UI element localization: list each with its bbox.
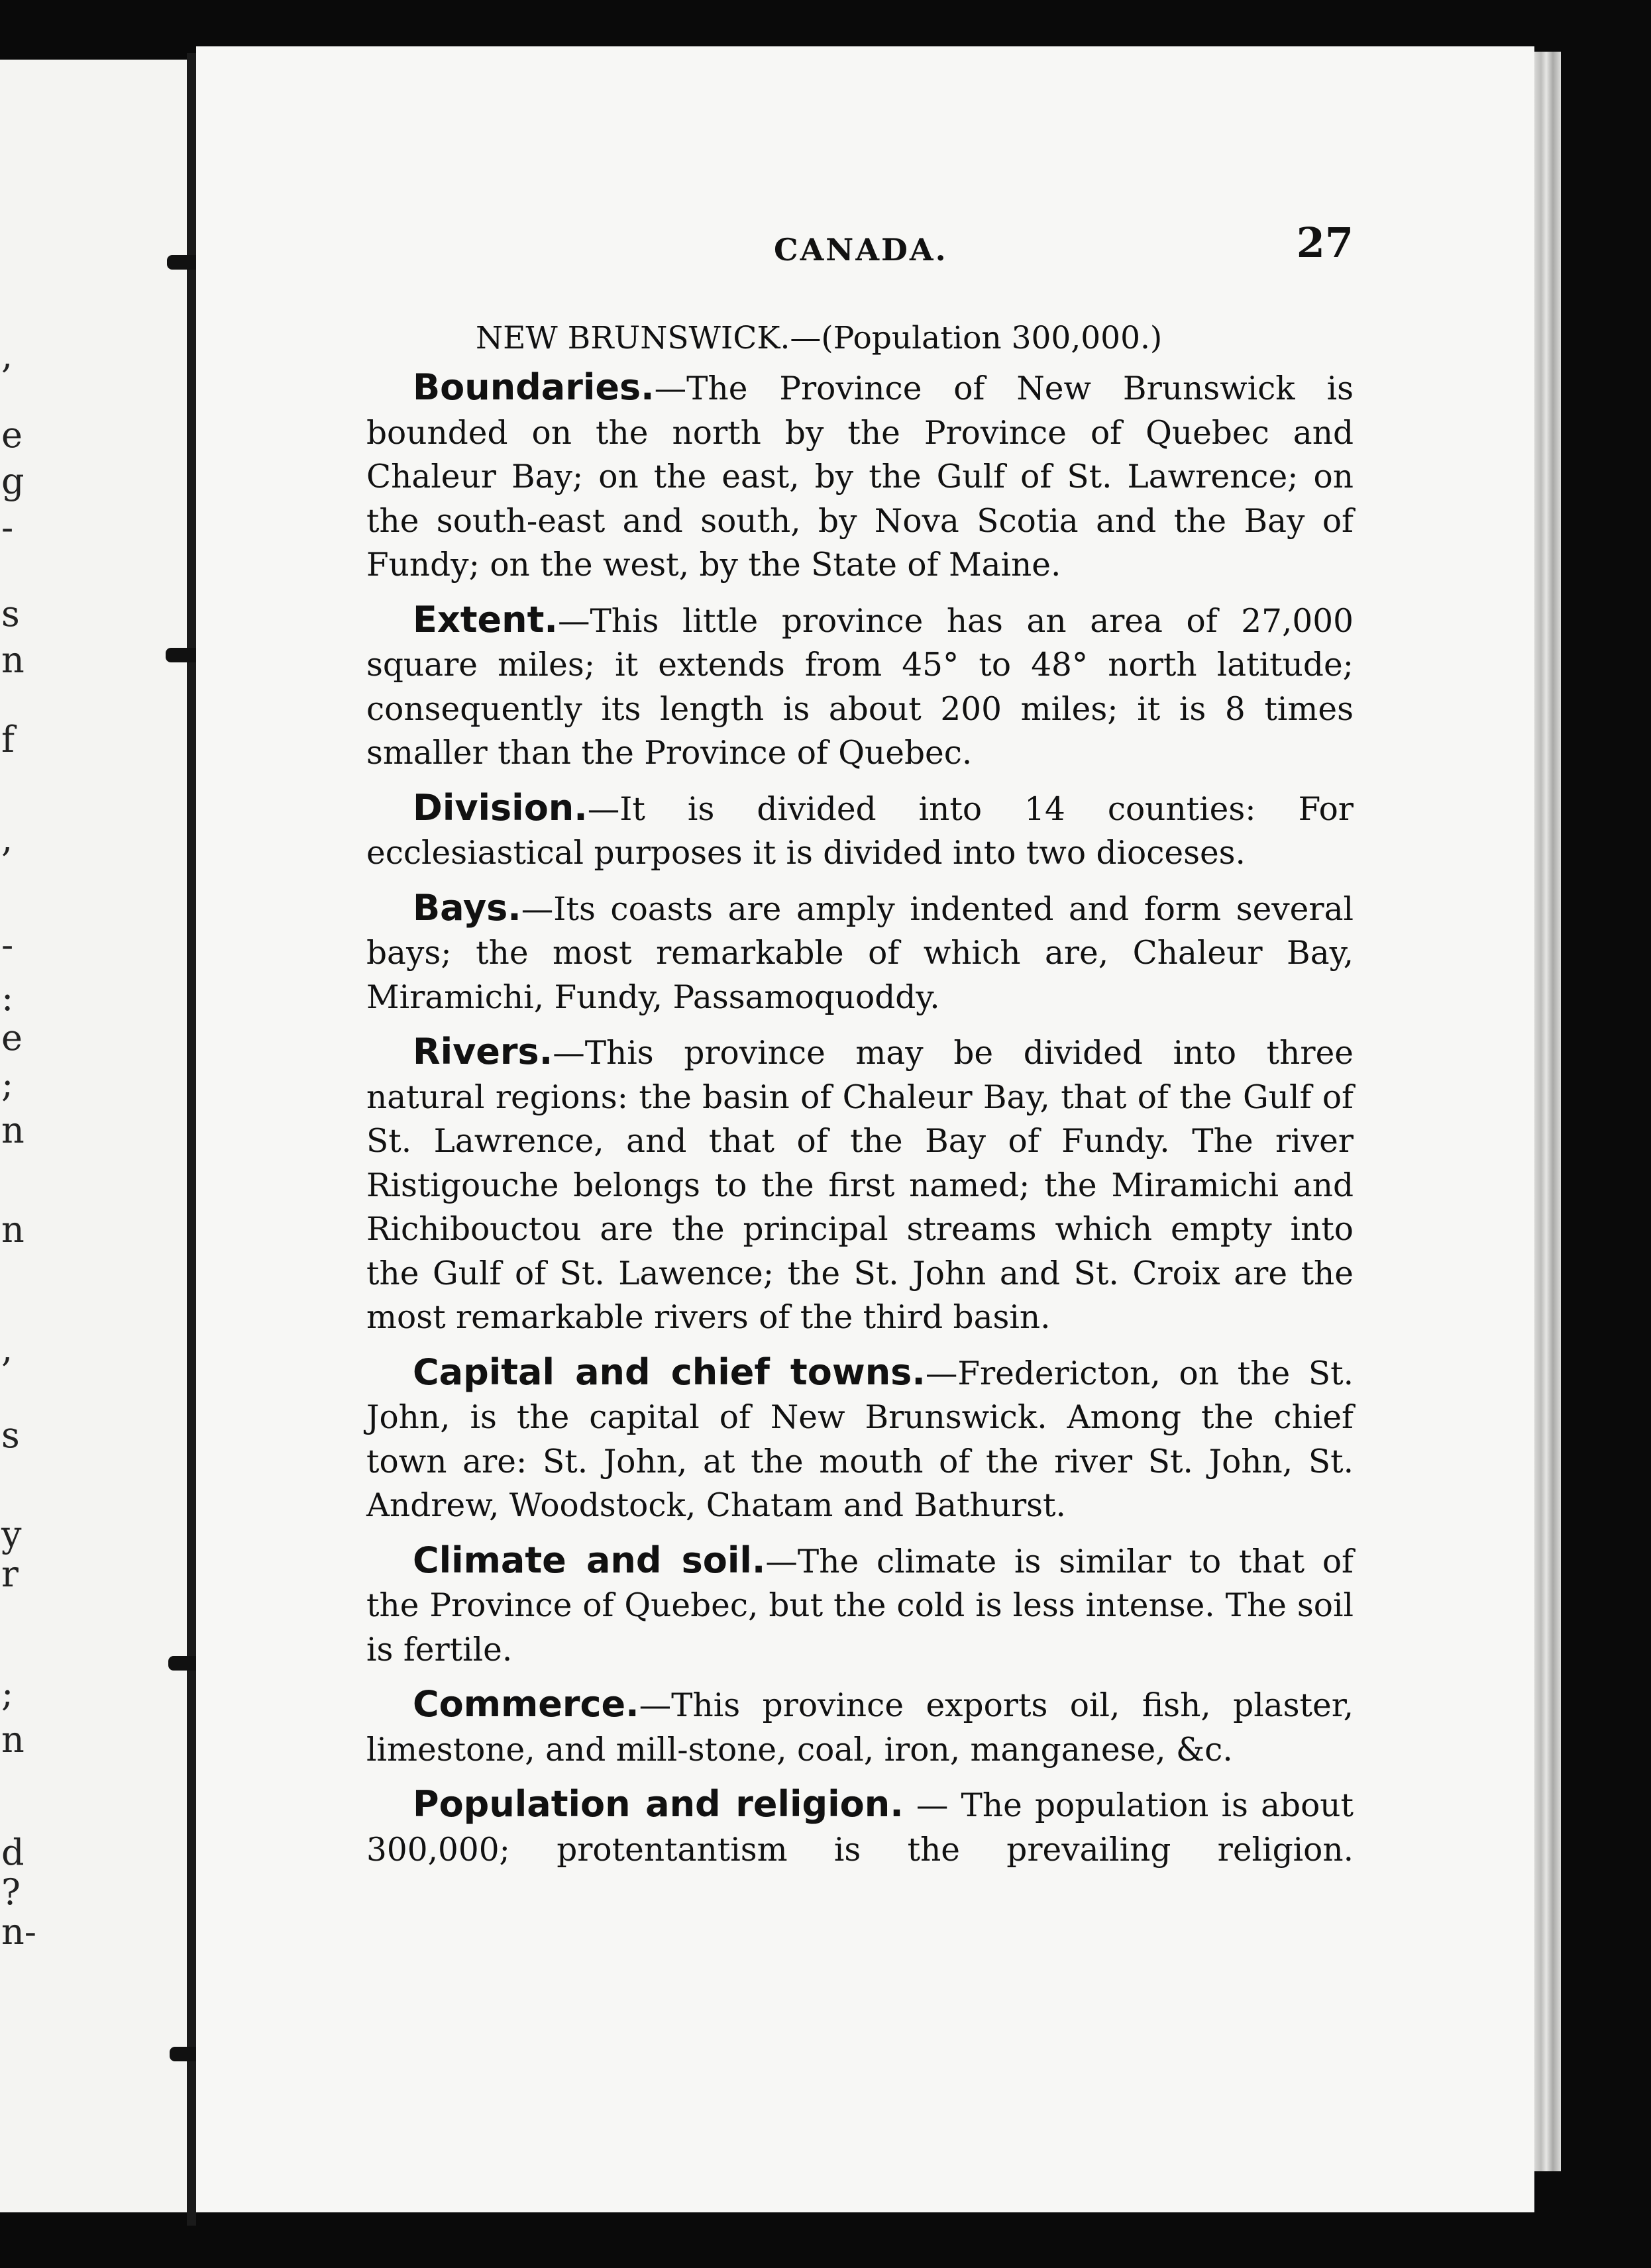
- left-page-fragment: ,: [1, 818, 13, 860]
- left-page-fragment: e: [1, 1017, 23, 1058]
- previous-page-edge: [0, 60, 187, 2212]
- left-page-fragment: ,: [1, 335, 13, 376]
- paragraph-commerce: [366, 1682, 1354, 1772]
- left-page-fragment: y: [1, 1514, 22, 1555]
- left-page-fragment: -: [1, 924, 14, 966]
- left-page-fragment: g: [1, 460, 25, 502]
- left-page-fragment: s: [1, 593, 20, 635]
- paragraph-bays: [366, 886, 1354, 1020]
- paragraph-climate: [366, 1539, 1354, 1673]
- page-edge-stack: [1534, 52, 1561, 2171]
- paragraph-heading: Division.: [413, 786, 588, 829]
- left-page-fragment: n: [1, 639, 25, 681]
- page-text-block: [366, 219, 1354, 1882]
- paragraph-rivers: [366, 1030, 1354, 1340]
- paragraph-heading: Capital and chief towns.: [413, 1351, 926, 1393]
- paragraph-heading: Rivers.: [413, 1031, 553, 1072]
- paragraph-heading: Commerce.: [413, 1683, 639, 1725]
- left-page-fragment: f: [1, 719, 15, 760]
- paragraph-heading: Population and religion.: [413, 1783, 904, 1825]
- paragraph-text: — The population is about 300,000; protentantism is the prevailing religion.: [366, 1787, 1354, 1869]
- paragraph-text: —The climate is similar to that of the Province of Quebec, but the cold is less intense. The soil is fertile.: [366, 1543, 1354, 1669]
- paragraph-text: —This little province has an area of 27,000 square miles; it extends from 45° to 48° north latitude; consequently its length is about 200 miles; it is 8 times smaller than the Province of Quebec.: [366, 602, 1354, 772]
- paragraph-division: [366, 786, 1354, 876]
- left-page-fragment: d: [1, 1831, 25, 1873]
- left-page-fragment: n: [1, 1209, 25, 1251]
- paragraph-text: —The Province of New Brunswick is bounded on the north by the Province of Quebec and Chaleur Bay; on the east, by the Gulf of St. Lawrence; on the south-east and south, by Nova Scotia and the Bay of Fundy; on the west, by the State of Maine.: [366, 370, 1354, 584]
- book-gutter: [187, 53, 196, 2226]
- left-page-fragment: n: [1, 1109, 25, 1151]
- left-page-fragment: -: [1, 507, 14, 548]
- left-page-fragment: ,: [1, 1328, 13, 1370]
- left-page-fragment: ?: [1, 1871, 21, 1913]
- page-number: 27: [1296, 219, 1354, 267]
- left-page-fragment: :: [1, 977, 14, 1019]
- paragraph-text: —This province exports oil, fish, plaster, limestone, and mill-stone, coal, iron, manganese, &c.: [366, 1687, 1354, 1769]
- left-page-fragment: n: [1, 1719, 25, 1761]
- paragraph-heading: Extent.: [413, 598, 558, 641]
- paragraph-extent: [366, 598, 1354, 776]
- running-head: [366, 219, 1354, 278]
- paragraph-capital: [366, 1351, 1354, 1528]
- left-page-fragment: ;: [1, 1673, 14, 1714]
- left-page-fragment: ;: [1, 1063, 14, 1105]
- running-title: CANADA.: [774, 232, 948, 268]
- paragraph-heading: Climate and soil.: [413, 1539, 766, 1581]
- left-page-fragment: s: [1, 1414, 20, 1456]
- left-page-fragment: r: [1, 1553, 19, 1595]
- paragraph-population: [366, 1782, 1354, 1872]
- paragraph-text: —Its coasts are amply indented and form several bays; the most remarkable of which are, Chaleur Bay, Miramichi, Fundy, Passamoquoddy.: [366, 890, 1354, 1016]
- paragraph-boundaries: [366, 366, 1354, 588]
- section-heading: NEW BRUNSWICK.—(Population 300,000.): [476, 320, 1163, 356]
- paragraph-text: —This province may be divided into three natural regions: the basin of Chaleur Bay, that of the Gulf of St. Lawrence, and that of the Bay of Fundy. The river Ristigouche belongs to the first named; the Miramichi and Richibouctou are the principal streams which empty into the Gulf of St. Lawence; the St. John and St. Croix are the most remarkable rivers of the third basin.: [366, 1035, 1354, 1336]
- left-page-fragment: n-: [1, 1911, 37, 1953]
- paragraph-text: —Fredericton, on the St. John, is the capital of New Brunswick. Among the chief town are: St. John, at the mouth of the river St. John, St. Andrew, Woodstock, Chatam and Bathurst.: [366, 1355, 1354, 1524]
- paragraph-heading: Boundaries.: [413, 366, 655, 408]
- paragraph-heading: Bays.: [413, 886, 521, 929]
- paragraph-text: —It is divided into 14 counties: For ecclesiastical purposes it is divided into two dioceses.: [366, 790, 1354, 872]
- left-page-fragment: e: [1, 414, 23, 456]
